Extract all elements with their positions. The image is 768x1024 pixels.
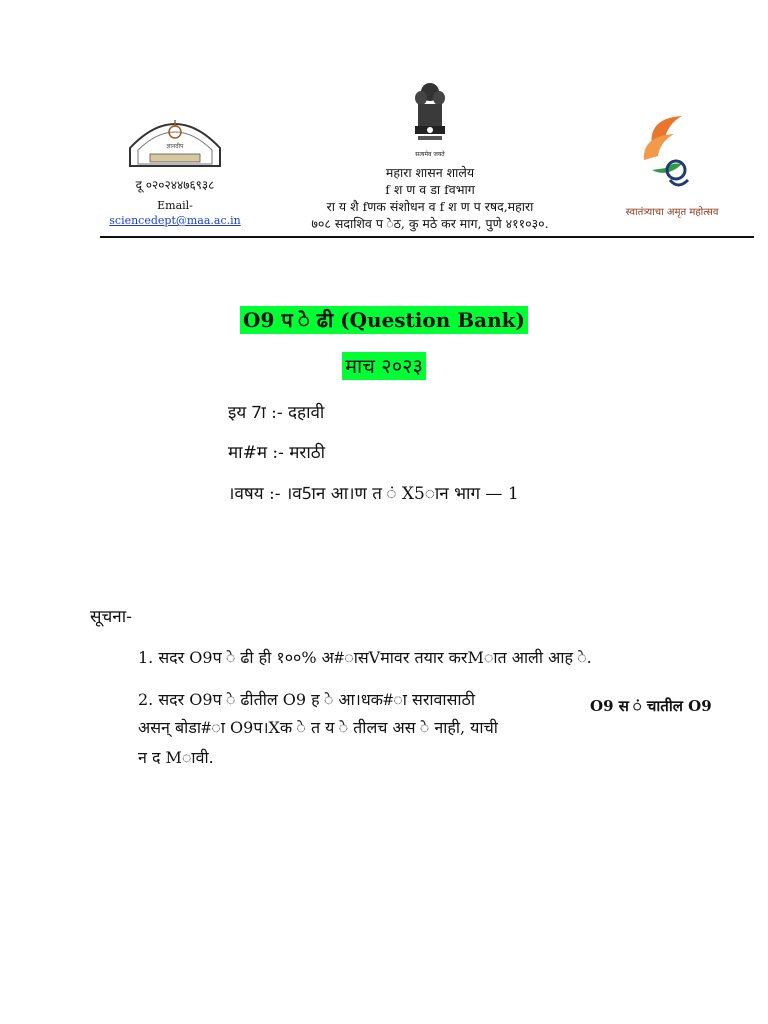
side-note: O9 स ं चातील O9 [590, 697, 712, 715]
instruction-item-1: 1. सदर O9प े ढी ही १००% अ#ासVमावर तयार करMात आली आह े. [138, 648, 592, 667]
org-line-2: f श ण व डा fवभाग [385, 182, 475, 197]
instructions-heading: सूचना- [90, 607, 132, 627]
department-logo-icon [120, 108, 230, 170]
amrit-mahotsav-logo-icon [622, 108, 722, 198]
email-link[interactable]: sciencedept@maa.ac.in [109, 214, 241, 227]
header-divider [100, 236, 754, 238]
amrit-caption: स्वातंत्र्याचा अमृत महोत्सव [625, 207, 719, 218]
header-left-block [100, 108, 250, 227]
national-emblem-icon [410, 80, 450, 146]
org-line-1: महारा शासन शालेय [385, 165, 475, 180]
instruction-item-2-line-2: असन् बोडा#ा O9प।Xक े त य े तीलच अस े नाही, याची [138, 718, 498, 737]
phone-number: दू ०२०२४४७६९३८ [135, 178, 215, 192]
logo-text: ज्ञानदीप [166, 143, 184, 150]
header-center-block [265, 80, 595, 232]
org-line-4: ७०८ सदाशिव प ेठ, कु मठे कर माग, पुणे ४११०३०. [311, 216, 549, 231]
emblem-motto: सत्यमेव जयते [415, 151, 445, 158]
org-line-3: रा य शै fणक संशोधन व f श ण प रषद,महारा [326, 199, 534, 214]
page-title: O9 प े ढी (Question Bank) [240, 306, 528, 334]
page-subtitle: माच २०२३ [342, 352, 426, 380]
instruction-item-2-line-3: न द Mावी. [138, 748, 214, 767]
class-line: इय 7ा :- दहावी [228, 403, 325, 423]
subject-line: ।वषय :- ।व5ान आ।ण त ं X5ान भाग — 1 [228, 484, 519, 504]
header-right-block [612, 108, 732, 218]
instruction-item-2-line-1: 2. सदर O9प े ढीतील O9 ह े आ।धक#ा सरावासाठी [138, 690, 475, 709]
page-subtitle-row [0, 352, 768, 379]
email-label: Email- [157, 199, 193, 212]
medium-line: मा#म :- मराठी [228, 443, 326, 463]
page-title-row [0, 306, 768, 333]
